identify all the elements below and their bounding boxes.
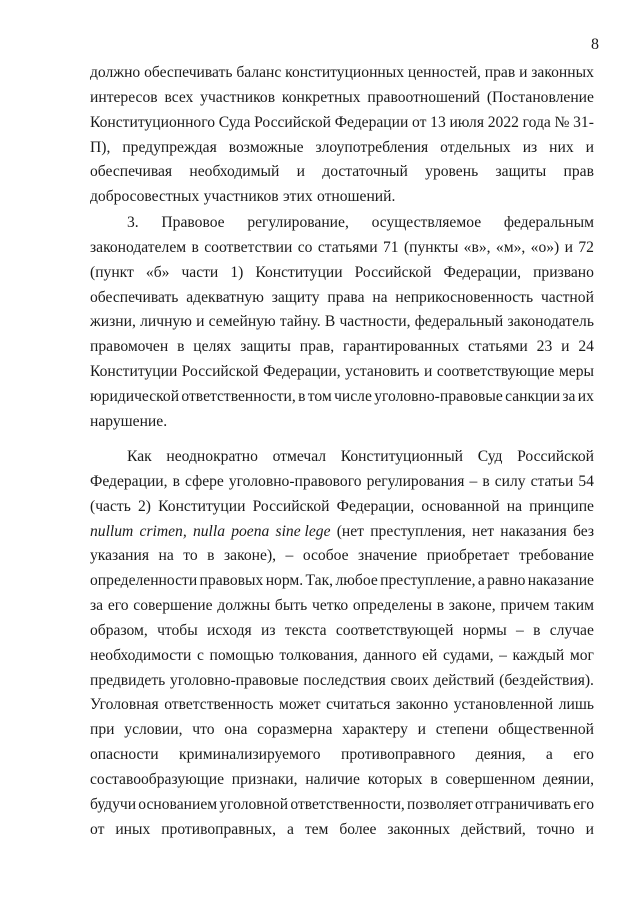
word: на bbox=[506, 497, 522, 515]
word: соответствии bbox=[204, 238, 293, 256]
word: числе bbox=[334, 387, 372, 405]
word: помощью bbox=[209, 646, 274, 664]
word: его bbox=[573, 795, 594, 813]
word: обеспечивать bbox=[90, 288, 179, 306]
word: чтобы bbox=[157, 621, 198, 639]
word: статьями bbox=[317, 238, 378, 256]
word: них bbox=[549, 138, 574, 156]
word: на bbox=[372, 288, 388, 306]
word: федеральный bbox=[414, 313, 504, 331]
word: законодатель bbox=[507, 313, 594, 331]
word: федеральным bbox=[503, 214, 594, 231]
text-line bbox=[90, 185, 594, 210]
word: в bbox=[172, 472, 180, 490]
word: совершенном bbox=[445, 770, 536, 788]
word: «м», bbox=[495, 238, 526, 256]
text-line bbox=[90, 544, 594, 569]
word: соответствующей bbox=[335, 621, 454, 639]
word: что bbox=[192, 721, 215, 739]
word: от bbox=[412, 113, 427, 131]
word: осуществляемое bbox=[371, 214, 482, 231]
word: нормы bbox=[462, 621, 507, 639]
word: июля bbox=[449, 113, 485, 131]
word: четко bbox=[312, 597, 349, 615]
word: статьями bbox=[468, 338, 528, 356]
word: из bbox=[522, 138, 538, 156]
word: то bbox=[183, 547, 198, 565]
word: обеспечивая bbox=[90, 163, 173, 181]
word: участников bbox=[200, 88, 276, 106]
text-line bbox=[90, 470, 594, 495]
word: действий, bbox=[460, 820, 526, 838]
word: конкретных bbox=[281, 88, 361, 106]
word: установить bbox=[345, 363, 420, 381]
word: которых bbox=[367, 770, 423, 788]
word: участников bbox=[203, 188, 279, 206]
word: должно bbox=[90, 64, 141, 81]
word: исходя bbox=[207, 621, 252, 639]
word: – bbox=[516, 621, 524, 639]
word: с bbox=[196, 646, 204, 664]
word: призвано bbox=[533, 263, 594, 281]
word: со bbox=[297, 238, 313, 256]
word: своих bbox=[390, 671, 429, 689]
word: всех bbox=[164, 88, 194, 106]
word: равно bbox=[487, 572, 526, 590]
word: 13 bbox=[430, 113, 446, 131]
word: противоправного bbox=[340, 746, 456, 764]
word: и bbox=[564, 238, 573, 256]
word: в bbox=[298, 387, 306, 405]
word: общественной bbox=[498, 721, 594, 739]
text-line bbox=[90, 136, 594, 161]
text-line bbox=[90, 236, 594, 261]
word: баланс bbox=[236, 64, 282, 81]
word: законодателем bbox=[90, 238, 187, 256]
word: неоднократно bbox=[166, 448, 258, 465]
word: причем bbox=[500, 597, 550, 615]
word: «в», bbox=[463, 238, 491, 256]
word: их bbox=[577, 387, 594, 405]
word: тем bbox=[304, 820, 329, 838]
page-number: 8 bbox=[591, 36, 599, 53]
word: 71 bbox=[382, 238, 399, 256]
word: условии, bbox=[124, 721, 183, 739]
word: его bbox=[573, 746, 594, 764]
word: степени bbox=[435, 721, 489, 739]
word: (нет bbox=[336, 522, 364, 540]
text-line bbox=[90, 445, 594, 470]
word: характеру bbox=[342, 721, 408, 739]
word: регулирования bbox=[366, 472, 465, 490]
word: уголовно-правового bbox=[228, 472, 362, 490]
word: злоупотребления bbox=[315, 138, 429, 156]
word: иных bbox=[115, 820, 151, 838]
word: сфере bbox=[184, 472, 224, 490]
paragraph-3 bbox=[90, 445, 594, 843]
word: (пункт bbox=[90, 263, 134, 281]
word: и bbox=[196, 313, 205, 331]
word: 72 bbox=[578, 238, 594, 256]
word: регулирование, bbox=[247, 214, 349, 231]
word: отношений. bbox=[316, 188, 396, 206]
word: норм. bbox=[265, 572, 304, 590]
word: 24 bbox=[578, 338, 594, 356]
word: 54 bbox=[578, 472, 594, 490]
word: законных bbox=[531, 64, 594, 81]
text-line bbox=[90, 793, 594, 818]
word: Конституционного bbox=[90, 113, 216, 131]
word: прав, bbox=[299, 338, 335, 356]
word: опасности bbox=[90, 746, 159, 764]
word: противоправных, bbox=[161, 820, 277, 838]
word: частности, bbox=[339, 313, 411, 331]
word: crimen, bbox=[139, 522, 187, 540]
word: Федерации, bbox=[90, 472, 168, 490]
word: достаточный bbox=[322, 163, 408, 181]
word: из bbox=[260, 621, 276, 639]
word: гарантированных bbox=[342, 338, 460, 356]
word: основанной bbox=[421, 497, 500, 515]
word: быть bbox=[274, 597, 308, 615]
word: «б» bbox=[145, 263, 170, 281]
word: толкования, bbox=[279, 646, 358, 664]
text-line bbox=[90, 61, 594, 86]
word: санкции bbox=[505, 387, 561, 405]
word: преступление, bbox=[380, 572, 476, 590]
word: тайну. bbox=[279, 313, 321, 331]
word: за bbox=[90, 597, 104, 615]
word: необходимости bbox=[90, 646, 192, 664]
word: уровень bbox=[425, 163, 479, 181]
word: деянии, bbox=[543, 770, 594, 788]
text-line bbox=[90, 619, 594, 644]
word: будучи bbox=[90, 795, 137, 813]
text-line bbox=[90, 160, 594, 185]
text-line bbox=[90, 111, 594, 136]
word: предвидеть bbox=[90, 671, 166, 689]
text-line bbox=[90, 644, 594, 669]
word: соразмерна bbox=[257, 721, 333, 739]
word: и bbox=[417, 721, 426, 739]
word: действий bbox=[433, 671, 495, 689]
word: 31- bbox=[573, 113, 594, 131]
word: отграничивать bbox=[475, 795, 572, 813]
word: Суда bbox=[218, 113, 251, 131]
word: (пункты bbox=[403, 238, 459, 256]
word: в bbox=[177, 338, 185, 356]
text-line bbox=[90, 768, 594, 793]
word: адекватную bbox=[186, 288, 264, 306]
text-line bbox=[90, 335, 594, 360]
word: законе), bbox=[224, 547, 277, 565]
word: юридической bbox=[90, 387, 180, 405]
word: – bbox=[285, 547, 294, 565]
word: судами, bbox=[442, 646, 494, 664]
word: признаки, bbox=[231, 770, 298, 788]
word: nullum bbox=[90, 522, 134, 540]
word: конституционных bbox=[285, 64, 405, 81]
word: Федерации, bbox=[336, 497, 415, 515]
word: указания bbox=[90, 547, 150, 565]
word: в bbox=[482, 472, 490, 490]
word: Федерации bbox=[334, 113, 409, 131]
word: обеспечивать bbox=[144, 64, 233, 81]
word: Правовое bbox=[161, 214, 225, 231]
word: и bbox=[296, 163, 305, 181]
word: уголовно-правовые bbox=[170, 671, 299, 689]
word: 2022 bbox=[487, 113, 519, 131]
word: защиту bbox=[271, 288, 320, 306]
word: poena bbox=[231, 522, 270, 540]
word: Уголовная bbox=[90, 696, 159, 714]
word: 3. bbox=[127, 214, 139, 231]
word: (Постановление bbox=[486, 88, 594, 106]
word: законно bbox=[395, 696, 449, 714]
word: этих bbox=[282, 188, 313, 206]
word: криминализируемого bbox=[179, 746, 321, 764]
word: части bbox=[181, 263, 219, 281]
word: принципе bbox=[529, 497, 594, 515]
text-line bbox=[90, 86, 594, 111]
word: силу bbox=[494, 472, 526, 490]
word: таким bbox=[554, 597, 594, 615]
word: года bbox=[522, 113, 551, 131]
word: интересов bbox=[90, 88, 158, 106]
word: отмечал bbox=[272, 448, 327, 465]
word: последствия bbox=[303, 671, 386, 689]
word: и bbox=[585, 138, 594, 156]
word: основанием bbox=[138, 795, 218, 813]
word: жизни, bbox=[90, 313, 136, 331]
word: наказание bbox=[527, 572, 594, 590]
word: Российской bbox=[252, 497, 330, 515]
word: меры bbox=[558, 363, 594, 381]
word: личную bbox=[140, 313, 192, 331]
word: наличие bbox=[305, 770, 360, 788]
text-line bbox=[90, 818, 594, 843]
word: и bbox=[519, 64, 528, 81]
text-line bbox=[90, 310, 594, 335]
word: неприкосновенность bbox=[395, 288, 534, 306]
paragraph-1 bbox=[90, 61, 594, 210]
word: защиты bbox=[495, 163, 547, 181]
word: статьи bbox=[530, 472, 574, 490]
word: Российской bbox=[517, 448, 594, 465]
word: Российской bbox=[181, 363, 259, 381]
word: установленной bbox=[453, 696, 554, 714]
word: его bbox=[107, 597, 129, 615]
word: может bbox=[278, 696, 321, 714]
word: ей bbox=[422, 646, 438, 664]
word: законных bbox=[387, 820, 451, 838]
word: каждый bbox=[512, 646, 565, 664]
word: В bbox=[324, 313, 336, 331]
text-line bbox=[90, 569, 594, 594]
word: совершение bbox=[133, 597, 213, 615]
word: и bbox=[561, 338, 570, 356]
word: – bbox=[499, 646, 507, 664]
word: Конституционный bbox=[340, 448, 464, 465]
word: от bbox=[90, 820, 105, 838]
word: предупреждая bbox=[122, 138, 217, 156]
word: Российской bbox=[254, 113, 331, 131]
word: а bbox=[477, 572, 485, 590]
word: Как bbox=[127, 448, 152, 465]
word: определенности bbox=[90, 572, 198, 590]
word: образом, bbox=[90, 621, 148, 639]
word: том bbox=[307, 387, 332, 405]
word: лишь bbox=[558, 696, 594, 714]
word: значение bbox=[358, 547, 418, 565]
text-line bbox=[90, 594, 594, 619]
word: Конституции bbox=[90, 363, 178, 381]
word: правоотношений bbox=[367, 88, 481, 106]
word: Конституции bbox=[255, 263, 343, 281]
text-line bbox=[90, 385, 594, 410]
word: прав bbox=[563, 163, 594, 181]
word: без bbox=[572, 522, 594, 540]
text-line bbox=[90, 211, 594, 236]
word: правовых bbox=[199, 572, 264, 590]
word: nulla bbox=[192, 522, 225, 540]
word: в bbox=[207, 547, 215, 565]
word: уголовной bbox=[219, 795, 289, 813]
word: нет bbox=[472, 522, 495, 540]
text-line bbox=[90, 743, 594, 768]
text-line bbox=[90, 718, 594, 743]
word: ценностей, bbox=[407, 64, 481, 81]
word: и bbox=[585, 820, 594, 838]
word: sine lege bbox=[275, 522, 331, 540]
word: за bbox=[562, 387, 576, 405]
word: позволяет bbox=[406, 795, 473, 813]
word: защиты bbox=[240, 338, 291, 356]
word: любое bbox=[335, 572, 378, 590]
word: деяния, bbox=[475, 746, 526, 764]
word: данного bbox=[363, 646, 417, 664]
word: № bbox=[554, 113, 570, 131]
word: правомочен bbox=[90, 338, 169, 356]
word: возможные bbox=[228, 138, 304, 156]
word: должны bbox=[217, 597, 271, 615]
word: – bbox=[469, 472, 478, 490]
word: Российской bbox=[354, 263, 432, 281]
text-line bbox=[90, 410, 594, 435]
word: необходимый bbox=[189, 163, 280, 181]
word: мог bbox=[569, 646, 594, 664]
word: более bbox=[339, 820, 377, 838]
text-line bbox=[90, 693, 594, 718]
word: а bbox=[286, 820, 294, 838]
word: частной bbox=[540, 288, 594, 306]
text-line bbox=[90, 286, 594, 311]
word: уголовно-правовые bbox=[374, 387, 503, 405]
word: считаться bbox=[326, 696, 391, 714]
text-line bbox=[90, 495, 594, 520]
word: законе, bbox=[448, 597, 496, 615]
word: приобретает bbox=[426, 547, 510, 565]
word: ответственности, bbox=[181, 387, 296, 405]
word: нарушение. bbox=[90, 412, 168, 430]
word: «о») bbox=[530, 238, 560, 256]
word: прав bbox=[484, 64, 516, 81]
word: 23 bbox=[536, 338, 553, 356]
word: и bbox=[424, 363, 433, 381]
word: в bbox=[191, 238, 199, 256]
word: Так, bbox=[305, 572, 334, 590]
word: ответственность bbox=[164, 696, 274, 714]
word: отдельных bbox=[440, 138, 511, 156]
word: ответственности, bbox=[290, 795, 405, 813]
word: в bbox=[430, 770, 438, 788]
paragraph-2 bbox=[90, 211, 594, 435]
word: (часть bbox=[90, 497, 131, 515]
word: права bbox=[327, 288, 365, 306]
word: она bbox=[224, 721, 248, 739]
word: соответствующие bbox=[436, 363, 555, 381]
word: при bbox=[90, 721, 115, 739]
word: 2) bbox=[137, 497, 151, 515]
word: Конституции bbox=[158, 497, 246, 515]
word: семейную bbox=[208, 313, 276, 331]
word: Суд bbox=[477, 448, 503, 465]
word: Федерации, bbox=[263, 363, 341, 381]
word: текста bbox=[284, 621, 327, 639]
text-line bbox=[90, 360, 594, 385]
text-line bbox=[90, 669, 594, 694]
word: составообразующие bbox=[90, 770, 225, 788]
word: целях bbox=[193, 338, 232, 356]
text-line bbox=[90, 520, 594, 545]
word: Федерации, bbox=[443, 263, 522, 281]
word: случае bbox=[549, 621, 594, 639]
text-line bbox=[90, 261, 594, 286]
word: определены bbox=[352, 597, 432, 615]
word: в bbox=[436, 597, 445, 615]
word: наказания bbox=[500, 522, 567, 540]
word: 1) bbox=[230, 263, 244, 281]
word: а bbox=[545, 746, 553, 764]
word: добросовестных bbox=[90, 188, 200, 206]
word: особое bbox=[302, 547, 349, 565]
word: преступления, bbox=[370, 522, 466, 540]
word: требование bbox=[518, 547, 594, 565]
word: П), bbox=[90, 138, 111, 156]
word: (бездействия). bbox=[499, 671, 594, 689]
word: на bbox=[158, 547, 174, 565]
word: точно bbox=[536, 820, 575, 838]
word: в bbox=[533, 621, 541, 639]
